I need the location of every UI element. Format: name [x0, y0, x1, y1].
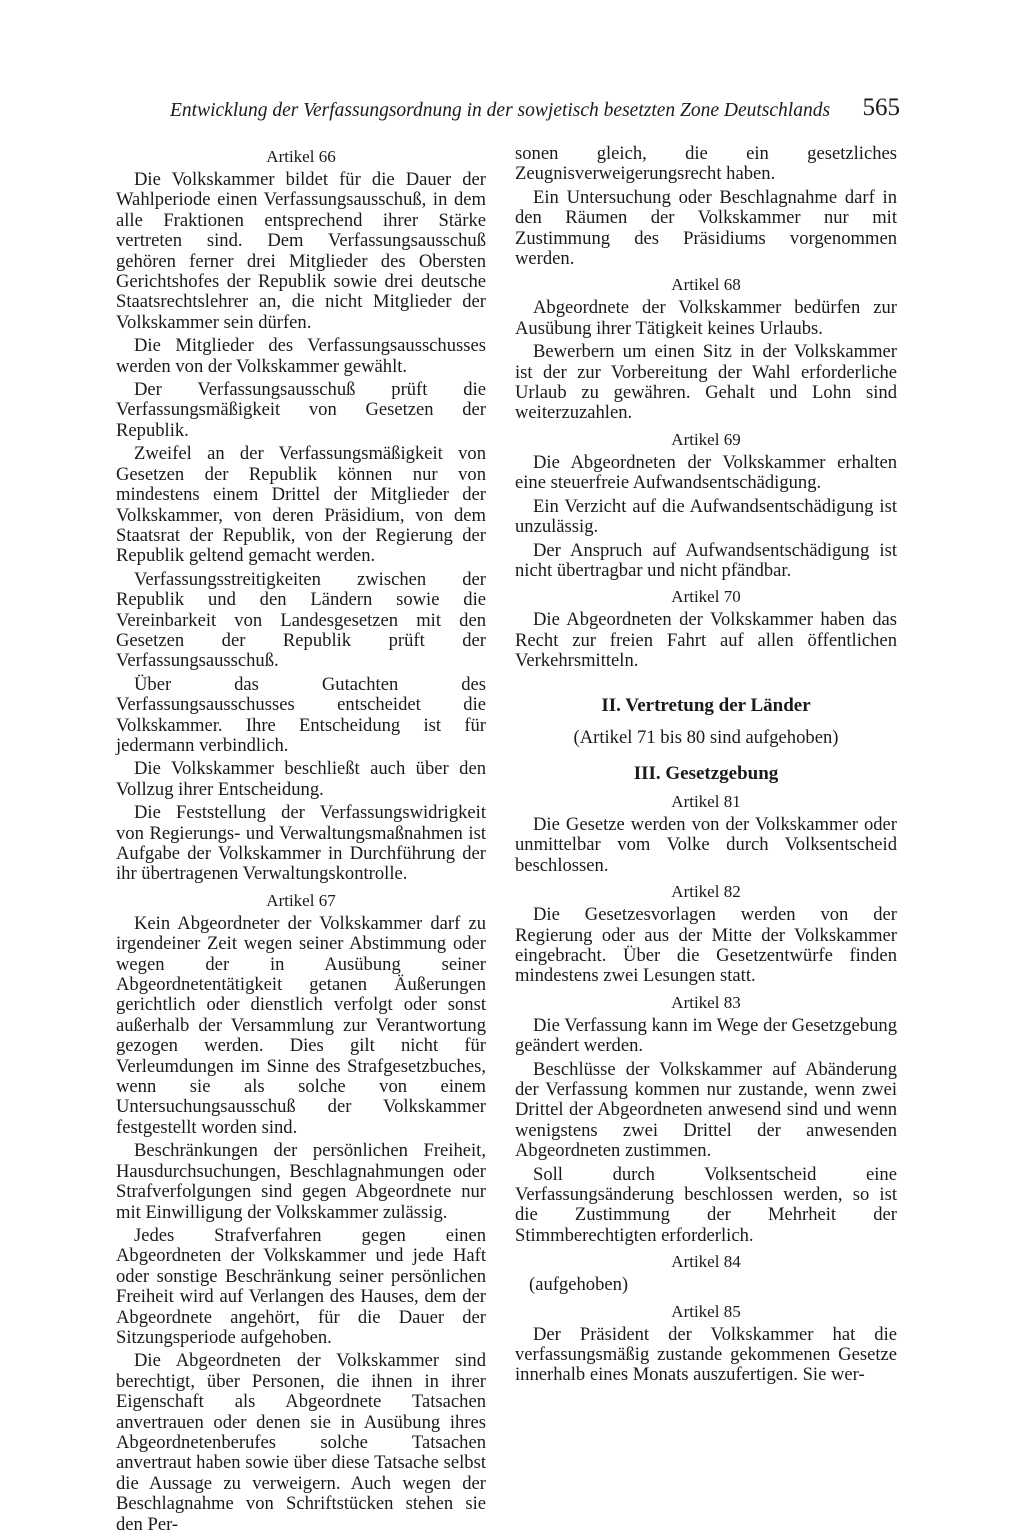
article-66-paragraph: Über das Gutachten des Verfassungsausschusses entscheidet die Volkskammer. Ihre Entscheidung ist für jedermann verbindlich. — [116, 673, 486, 756]
article-66-paragraph: Verfassungsstreitigkeiten zwischen der Republik und den Ländern sowie die Vereinbarkeit von Landesgesetzen mit den Gesetzen der Republik prüft der Verfassungsausschuß. — [116, 568, 486, 672]
running-header — [170, 92, 900, 128]
article-84-paragraph: (aufgehoben) — [529, 1274, 629, 1296]
article-69-heading: Artikel 69 — [671, 429, 741, 449]
article-69-paragraph: Die Abgeordneten der Volkskammer erhalten eine steuerfreie Aufwandsentschädigung. — [515, 451, 897, 494]
article-66-paragraph: Die Volkskammer bildet für die Dauer der Wahlperiode einen Verfassungsausschuß, in dem alle Fraktionen entsprechend ihrer Stärke vertreten sind. Dem Verfassungsausschuß gehören ferner drei Mitglieder des Obersten Gerichtshofes der Republik sowie drei deutsche Staatsrechtslehrer an, die nicht Mitglieder der Volkskammer sein dürfen. — [116, 169, 486, 333]
running-header-title: Entwicklung der Verfassungsordnung in der sowjetisch besetzten Zone Deutschlands — [170, 100, 831, 121]
page-number: 565 — [862, 94, 900, 121]
article-67-paragraph: Jedes Strafverfahren gegen einen Abgeordneten der Volkskammer und jede Haft oder sonstige Beschränkung seiner persönlichen Freiheit wird auf Verlangen des Hauses, dem der Abgeordnete angehört, für die Dauer der Sitzungsperiode aufgehoben. — [116, 1224, 486, 1348]
article-67-paragraph: Die Abgeordneten der Volkskammer sind berechtigt, über Personen, die ihnen in ihrer Eigenschaft als Abgeordnete Tatsachen anvertrauen oder denen sie in Ausübung ihres Abgeordnetenberufes solche Tatsachen anvertraut haben sowie über diese Tatsache selbst die Aussage zu verweigern. Auch wegen der Beschlagnahme von Schriftstücken stehen sie den Per- — [116, 1350, 486, 1535]
article-66-paragraph: Die Feststellung der Verfassungswidrigkeit von Regierungs- und Verwaltungsmaßnahmen ist Aufgabe der Volkskammer in Durchführung der ihr übertragenen Verwaltungskontrolle. — [116, 802, 486, 885]
article-83-paragraph: Die Verfassung kann im Wege der Gesetzgebung geändert werden. — [515, 1014, 897, 1057]
article-81-paragraph: Die Gesetze werden von der Volkskammer oder unmittelbar vom Volke durch Volksentscheid beschlossen. — [515, 813, 897, 876]
article-68-heading: Artikel 68 — [671, 275, 741, 295]
right-column — [515, 144, 897, 1389]
article-85-paragraph: Der Präsident der Volkskammer hat die verfassungsmäßig zustande gekommenen Gesetze innerhalb eines Monats auszufertigen. Sie wer- — [515, 1323, 897, 1386]
article-82-paragraph: Die Gesetzesvorlagen werden von der Regierung oder aus der Mitte der Volkskammer eingebracht. Über die Gesetzentwürfe finden mindestens zwei Lesungen statt. — [515, 904, 897, 987]
section-2-heading: II. Vertretung der Länder — [601, 694, 811, 716]
article-67-continued-paragraph: sonen gleich, die ein gesetzliches Zeugnisverweigerungsrecht haben. — [515, 143, 897, 185]
article-67-heading: Artikel 67 — [266, 890, 336, 910]
article-83-paragraph: Soll durch Volksentscheid eine Verfassungsänderung beschlossen werden, so ist die Zustimmung der Mehrheit der Stimmberechtigten erforderlich. — [515, 1163, 897, 1246]
article-69-paragraph: Der Anspruch auf Aufwandsentschädigung ist nicht übertragbar und nicht pfändbar. — [515, 539, 897, 581]
article-83-heading: Artikel 83 — [671, 992, 741, 1012]
article-81-heading: Artikel 81 — [671, 791, 741, 811]
article-66-heading: Artikel 66 — [266, 147, 336, 166]
article-83-paragraph: Beschlüsse der Volkskammer auf Abänderung der Verfassung kommen nur zustande, wenn zwei Drittel der Abgeordneten anwesend sind und wenn wenigstens zwei Drittel der anwesenden Abgeordneten zustimmen. — [515, 1058, 897, 1162]
article-84-heading: Artikel 84 — [671, 1252, 741, 1272]
article-68-paragraph: Bewerbern um einen Sitz in der Volkskammer ist der zur Vorbereitung der Wahl erforderliche Urlaub zu gewähren. Gehalt und Lohn sind weiterzuzahlen. — [515, 341, 897, 424]
article-67-paragraph: Kein Abgeordneter der Volkskammer darf zu irgendeiner Zeit wegen seiner Abstimmung oder wegen der in Ausübung seiner Abgeordnetentätigkeit getanen Äußerungen gerichtlich oder dienstlich verfolgt oder sonst außerhalb der Versammlung zur Verantwortung gezogen werden. Dies gilt nicht für Verleumdungen im Sinne des Strafgesetzbuches, wenn sie als solche von einem Untersuchungsausschuß der Volkskammer festgestellt worden sind. — [116, 912, 486, 1138]
article-69-paragraph: Ein Verzicht auf die Aufwandsentschädigung ist unzulässig. — [515, 495, 897, 538]
article-67-continued-paragraph: Ein Untersuchung oder Beschlagnahme darf in den Räumen der Volkskammer nur mit Zustimmung des Präsidiums vorgenommen werden. — [515, 186, 897, 270]
article-70-heading: Artikel 70 — [671, 587, 741, 607]
article-66-paragraph: Der Verfassungsausschuß prüft die Verfassungsmäßigkeit von Gesetzen der Republik. — [116, 379, 486, 441]
article-66-paragraph: Die Mitglieder des Verfassungsausschusses werden von der Volkskammer gewählt. — [116, 335, 486, 377]
article-66-paragraph: Zweifel an der Verfassungsmäßigkeit von Gesetzen der Republik können nur von mindestens einem Drittel der Mitglieder der Volkskammer, von deren Präsidium, von dem Staatsrat der Republik, von der Regierung der Republik geltend gemacht werden. — [116, 443, 486, 567]
left-column — [116, 144, 486, 1538]
article-67-paragraph: Beschränkungen der persönlichen Freiheit, Hausdurchsuchungen, Beschlagnahmungen oder Strafverfolgungen sind gegen Abgeordnete nur mit Einwilligung der Volkskammer zulässig. — [116, 1140, 486, 1223]
section-3-heading: III. Gesetzgebung — [633, 762, 779, 784]
section-2-note: (Artikel 71 bis 80 sind aufgehoben) — [573, 726, 839, 748]
article-70-paragraph: Die Abgeordneten der Volkskammer haben das Recht zur freien Fahrt auf allen öffentlichen Verkehrsmitteln. — [515, 609, 897, 672]
article-66-paragraph: Die Volkskammer beschließt auch über den Vollzug ihrer Entscheidung. — [116, 758, 486, 800]
article-68-paragraph: Abgeordnete der Volkskammer bedürfen zur Ausübung ihrer Tätigkeit keines Urlaubs. — [515, 297, 897, 339]
article-85-heading: Artikel 85 — [671, 1301, 741, 1321]
article-82-heading: Artikel 82 — [671, 882, 741, 902]
